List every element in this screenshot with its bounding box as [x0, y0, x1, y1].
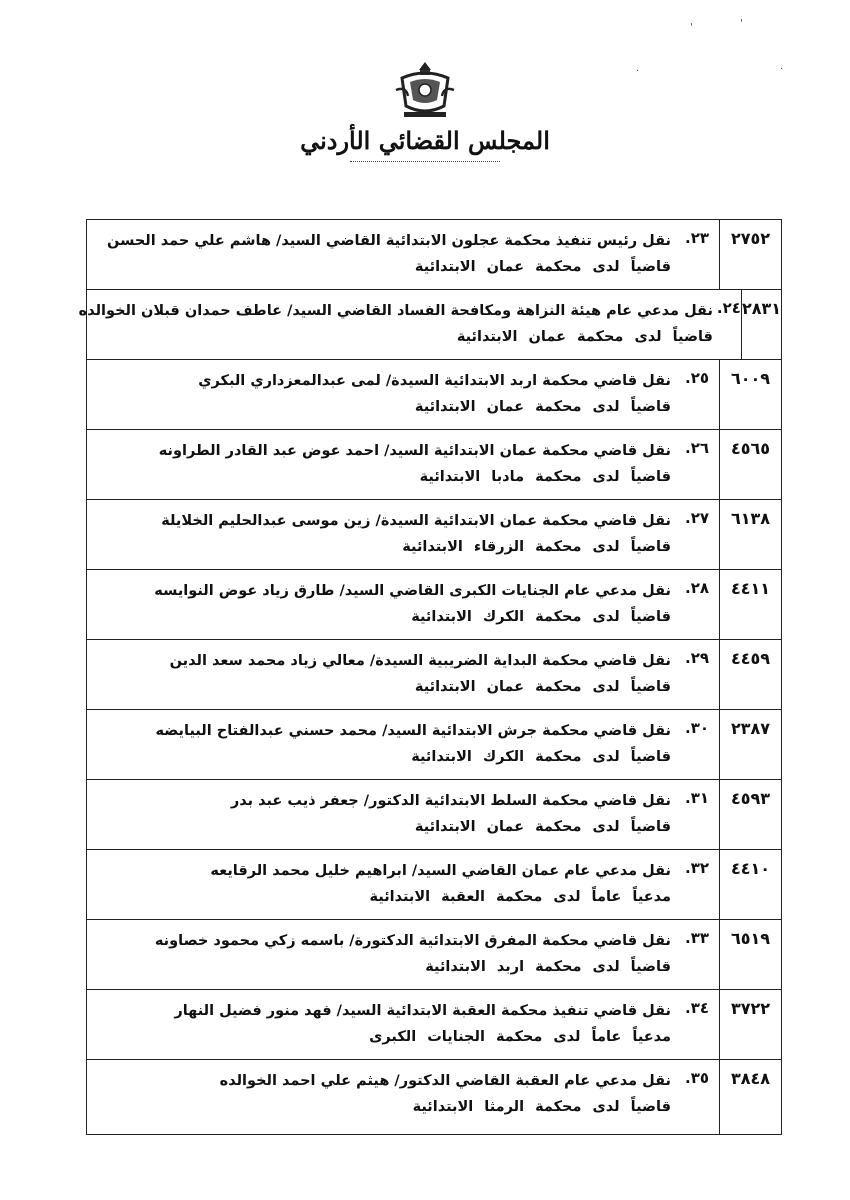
transfer-table	[78, 219, 782, 1135]
item-number: ٣٠.	[684, 719, 709, 737]
decision-line: نقل قاضي محكمة عمان الابتدائية السيد/ احمد عوض عبد القادر الطراونه	[158, 443, 671, 459]
item-number: ٣٥.	[684, 1069, 709, 1087]
decision-text	[87, 640, 675, 709]
destination-line: قاضياً لدى محكمة عمان الابتدائية	[414, 679, 671, 695]
file-number: ٦٥١٩	[719, 920, 781, 989]
file-number: ٤٤١١	[719, 570, 781, 639]
table-row	[87, 500, 781, 570]
decision-line: نقل مدعي عام الجنايات الكبرى القاضي السيد/ طارق زياد عوض النوايسه	[154, 583, 671, 599]
table-row	[87, 640, 781, 710]
destination-line: قاضياً لدى محكمة عمان الابتدائية	[456, 329, 713, 345]
decision-text	[67, 290, 717, 359]
destination-line: قاضياً لدى محكمة الزرقاء الابتدائية	[402, 539, 671, 555]
decision-line: نقل قاضي محكمة المفرق الابتدائية الدكتورة/ باسمه زكي محمود خصاونه	[154, 933, 671, 949]
file-number: ٤٤٥٩	[719, 640, 781, 709]
decision-text	[87, 500, 675, 569]
file-number: ٦٠٠٩	[719, 360, 781, 429]
decision-text	[87, 850, 675, 919]
decision-text	[87, 430, 675, 499]
table-row	[87, 570, 781, 640]
decision-line: نقل قاضي محكمة البداية الضريبية السيدة/ معالي زياد محمد سعد الدين	[169, 653, 671, 669]
letterhead	[0, 60, 850, 162]
table-row	[78, 290, 781, 360]
decision-text	[87, 780, 675, 849]
decision-text	[87, 990, 675, 1059]
decision-line: نقل قاضي محكمة اربد الابتدائية السيدة/ لمى عبدالمعزداري البكري	[198, 373, 671, 389]
file-number: ٤٥٩٣	[719, 780, 781, 849]
coat-of-arms-icon	[392, 60, 458, 122]
decision-text	[87, 710, 675, 779]
decision-line: نقل رئيس تنفيذ محكمة عجلون الابتدائية القاضي السيد/ هاشم علي حمد الحسن	[107, 233, 671, 249]
decision-line: نقل قاضي محكمة عمان الابتدائية السيدة/ زين موسى عبدالحليم الخلايلة	[161, 513, 671, 529]
destination-line: قاضياً لدى محكمة عمان الابتدائية	[414, 259, 671, 275]
item-number: ٢٣.	[684, 229, 709, 247]
decision-text	[87, 360, 675, 429]
destination-line: قاضياً لدى محكمة عمان الابتدائية	[414, 819, 671, 835]
table-row	[87, 1060, 781, 1134]
destination-line: مدعياً عاماً لدى محكمة العقبة الابتدائية	[369, 889, 671, 905]
decision-text	[87, 570, 675, 639]
destination-line: قاضياً لدى محكمة مادبا الابتدائية	[419, 469, 671, 485]
table-row	[87, 430, 781, 500]
table-row	[87, 710, 781, 780]
item-number: ٢٧.	[684, 509, 709, 527]
header-rule	[350, 161, 500, 162]
item-number: ٢٩.	[684, 649, 709, 667]
decision-line: نقل مدعي عام هيئة النزاهة ومكافحة الفساد القاضي السيد/ عاطف حمدان قبلان الخوالده	[78, 303, 713, 319]
item-number: ٢٦.	[684, 439, 709, 457]
file-number: ٤٥٦٥	[719, 430, 781, 499]
decision-line: نقل مدعي عام عمان القاضي السيد/ ابراهيم خليل محمد الرقايعه	[210, 863, 671, 879]
destination-line: قاضياً لدى محكمة الرمثا الابتدائية	[412, 1099, 671, 1115]
table-row	[87, 920, 781, 990]
file-number: ٢٨٣١	[741, 290, 781, 359]
item-number: ٣١.	[684, 789, 709, 807]
decision-text	[87, 220, 675, 289]
decision-line: نقل قاضي تنفيذ محكمة العقبة الابتدائية السيد/ فهد منور فضيل النهار	[174, 1003, 671, 1019]
item-number: ٢٤.	[716, 299, 741, 317]
destination-line: قاضياً لدى محكمة عمان الابتدائية	[414, 399, 671, 415]
item-number: ٢٥.	[684, 369, 709, 387]
file-number: ٢٧٥٢	[719, 220, 781, 289]
destination-line: قاضياً لدى محكمة الكرك الابتدائية	[411, 749, 671, 765]
destination-line: قاضياً لدى محكمة اربد الابتدائية	[425, 959, 671, 975]
table-row	[87, 990, 781, 1060]
destination-line: مدعياً عاماً لدى محكمة الجنايات الكبرى	[369, 1029, 671, 1045]
file-number: ٢٣٨٧	[719, 710, 781, 779]
decision-line: نقل قاضي محكمة السلط الابتدائية الدكتور/ جعفر ذيب عبد بدر	[230, 793, 671, 809]
table-row	[87, 850, 781, 920]
item-number: ٣٢.	[684, 859, 709, 877]
council-title: المجلس القضائي الأردني	[300, 126, 550, 155]
decision-line: نقل مدعي عام العقبة القاضي الدكتور/ هيثم علي احمد الخوالده	[219, 1073, 671, 1089]
file-number: ٤٤١٠	[719, 850, 781, 919]
file-number: ٣٧٢٢	[719, 990, 781, 1059]
item-number: ٣٤.	[684, 999, 709, 1017]
item-number: ٣٣.	[684, 929, 709, 947]
item-number: ٢٨.	[684, 579, 709, 597]
file-number: ٣٨٤٨	[719, 1060, 781, 1134]
table-row	[87, 780, 781, 850]
file-number: ٦١٣٨	[719, 500, 781, 569]
decision-line: نقل قاضي محكمة جرش الابتدائية السيد/ محمد حسني عبدالفتاح البيايضه	[155, 723, 671, 739]
table-row	[87, 220, 781, 290]
decision-text	[87, 920, 675, 989]
table-row	[87, 360, 781, 430]
decision-text	[87, 1060, 675, 1134]
destination-line: قاضياً لدى محكمة الكرك الابتدائية	[411, 609, 671, 625]
